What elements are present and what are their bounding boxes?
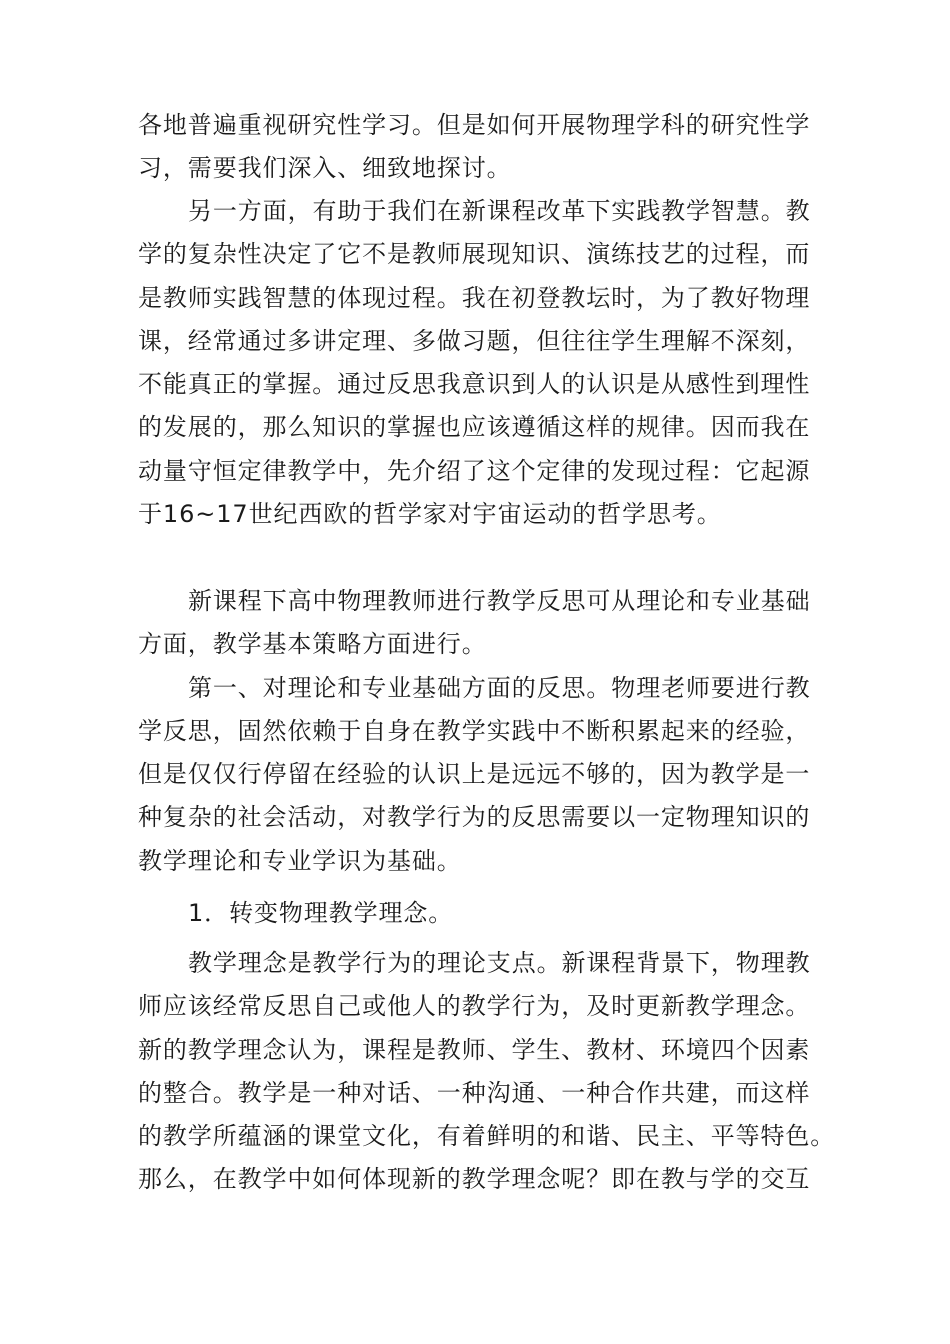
text-line: 另一方面，有助于我们在新课程改革下实践教学智慧。教 (188, 197, 811, 225)
text-line: 的整合。教学是一种对话、一种沟通、一种合作共建，而这样 (138, 1078, 811, 1107)
text-line: 各地普遍重视研究性学习。但是如何开展物理学科的研究性学 (138, 111, 811, 139)
text-line: 种复杂的社会活动，对教学行为的反思需要以一定物理知识的 (138, 803, 811, 832)
text-line: 学反思，固然依赖于自身在教学实践中不断积累起来的经验， (138, 716, 811, 745)
section-heading (138, 892, 838, 935)
text-line: 第一、对理论和专业基础方面的反思。物理老师要进行教 (188, 673, 811, 702)
paragraph-practice-wisdom (138, 190, 838, 536)
text-line: 于16~17世纪西欧的哲学家对宇宙运动的哲学思考。 (138, 500, 722, 529)
text-line: 新课程下高中物理教师进行教学反思可从理论和专业基础 (188, 587, 811, 615)
text-line: 不能真正的掌握。通过反思我意识到人的认识是从感性到理性 (138, 370, 811, 399)
paragraph-teaching-philosophy (138, 942, 838, 1202)
text-line: 学的复杂性决定了它不是教师展现知识、演练技艺的过程，而 (138, 240, 811, 269)
text-line: 师应该经常反思自己或他人的教学行为，及时更新教学理念。 (138, 992, 811, 1021)
heading-line: 1．转变物理教学理念。 (188, 899, 454, 927)
text-line: 教学理念是教学行为的理论支点。新课程背景下，物理教 (188, 949, 811, 977)
text-line: 方面，教学基本策略方面进行。 (138, 630, 487, 659)
paragraph-reflection-theory (138, 580, 838, 883)
text-line: 是教师实践智慧的体现过程。我在初登教坛时，为了教好物理 (138, 283, 811, 312)
text-line: 教学理论和专业学识为基础。 (138, 846, 462, 875)
text-line: 课，经常通过多讲定理、多做习题，但往往学生理解不深刻， (138, 326, 811, 355)
text-line: 新的教学理念认为，课程是教师、学生、教材、环境四个因素 (138, 1035, 811, 1064)
text-line: 但是仅仅行停留在经验的认识上是远远不够的，因为教学是一 (138, 760, 811, 789)
text-line: 习，需要我们深入、细致地探讨。 (138, 154, 512, 183)
text-line: 的教学所蕴涵的课堂文化，有着鲜明的和谐、民主、平等特色。 (138, 1122, 836, 1151)
text-line: 的发展的，那么知识的掌握也应该遵循这样的规律。因而我在 (138, 413, 811, 442)
text-line: 动量守恒定律教学中，先介绍了这个定律的发现过程：它起源 (138, 456, 811, 485)
text-line: 那么，在教学中如何体现新的教学理念呢？即在教与学的交互 (138, 1165, 811, 1194)
paragraph-continuation (138, 104, 838, 191)
